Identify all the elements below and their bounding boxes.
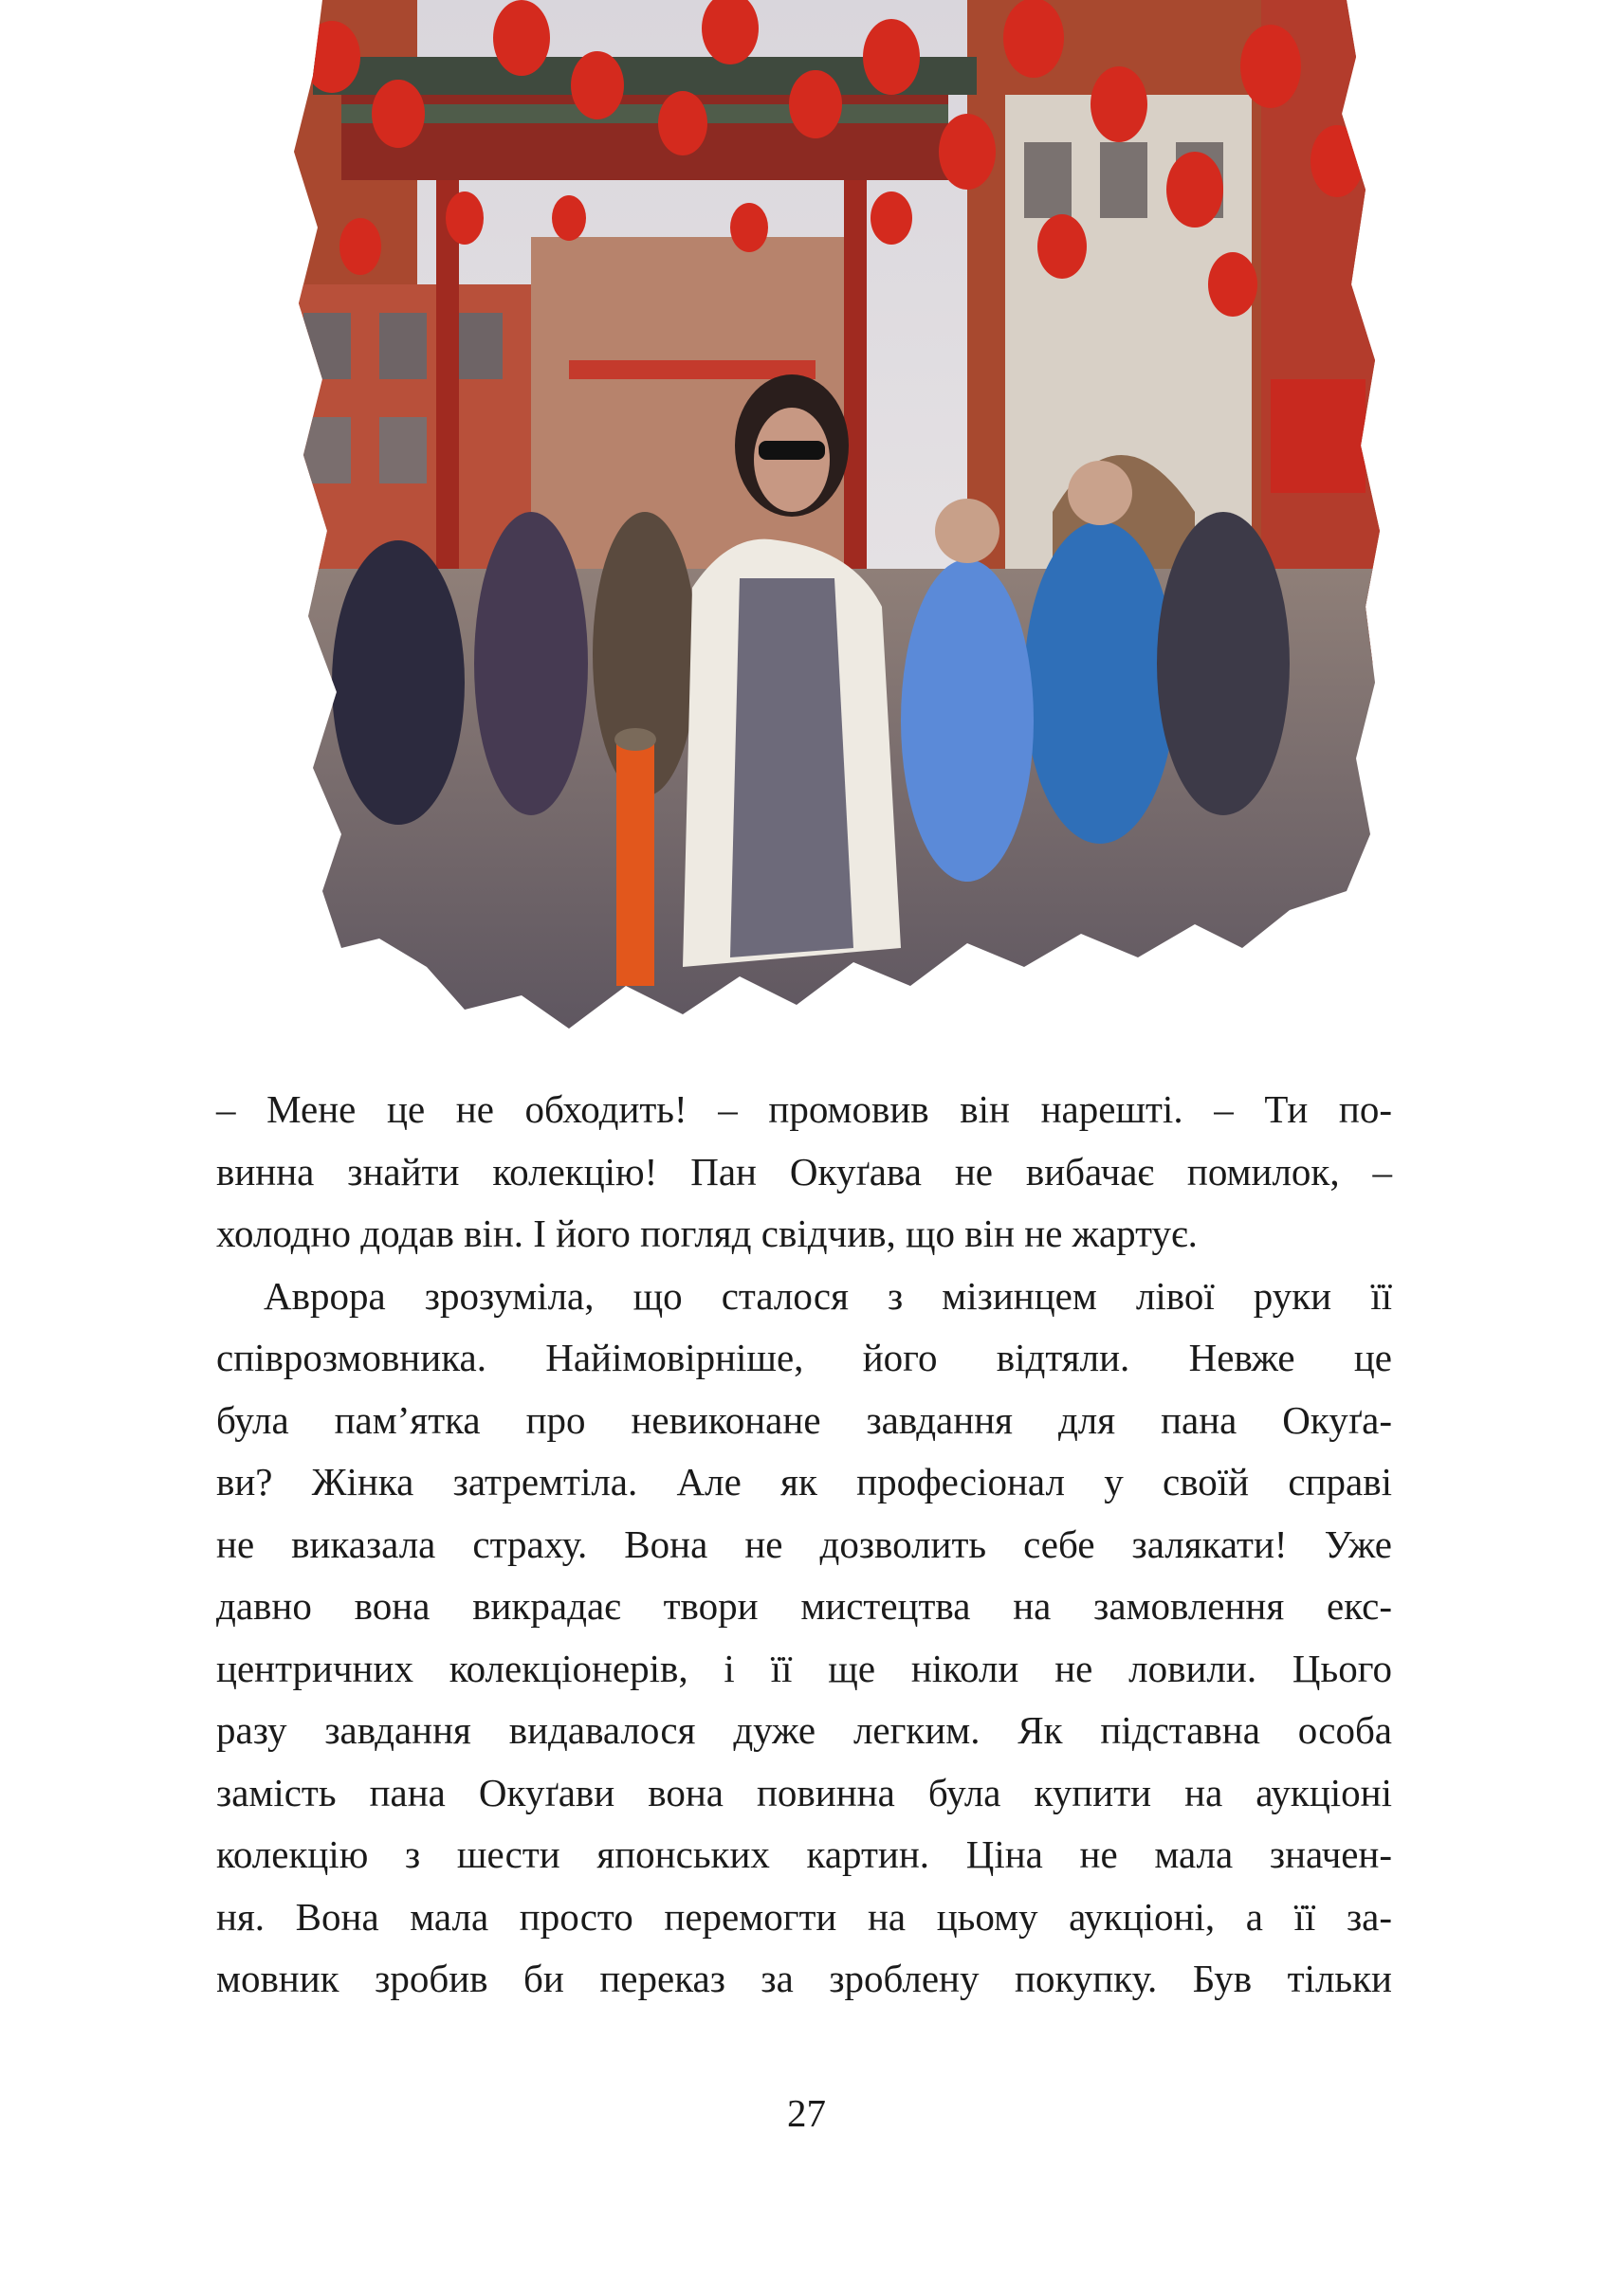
chinatown-illustration	[284, 0, 1384, 1033]
paragraph-line: центричних колекціонерів, і її ще ніколи не ловили. Цього	[216, 1646, 1392, 1690]
paragraph-line: колекцію з шести японських картин. Ціна не мала значен-	[216, 1832, 1392, 1876]
paragraph-line: була пам’ятка про невиконане завдання для пана Окуґа-	[216, 1397, 1392, 1442]
street-scene-illustration	[284, 0, 1384, 1033]
paragraph-line: замість пана Окуґави вона повинна була купити на аукціоні	[216, 1770, 1392, 1814]
paragraph-line: давно вона викрадає твори мистецтва на замовлення екс-	[216, 1584, 1392, 1628]
paragraph: Аврора зрозуміла, що сталося з мізинцем лівої руки її	[264, 1273, 1392, 1318]
paragraph-line: мовник зробив би переказ за зроблену покупку. Був тільки	[216, 1957, 1392, 2000]
paragraph-line: холодно додав він. І його погляд свідчив, що він не жартує.	[216, 1212, 1198, 1255]
paragraph: – Мене це не обходить! – промовив він нарешті. – Ти по-	[216, 1087, 1392, 1131]
paragraph-line: ня. Вона мала просто перемогти на цьому аукціоні, а її за-	[216, 1894, 1392, 1939]
paragraph-line: ви? Жінка затремтіла. Але як професіонал у своїй справі	[216, 1460, 1392, 1503]
paragraph-line: винна знайти колекцію! Пан Окуґава не вибачає помилок, –	[216, 1149, 1392, 1194]
paragraph-line: співрозмовника. Найімовірніше, його відтяли. Невже це	[216, 1336, 1392, 1379]
paragraph-line: разу завдання видавалося дуже легким. Як підставна особа	[216, 1708, 1392, 1752]
page-number: 27	[787, 2091, 826, 2135]
body-text	[216, 1079, 1392, 2011]
paragraph-line: не виказала страху. Вона не дозволить себе залякати! Уже	[216, 1522, 1392, 1566]
